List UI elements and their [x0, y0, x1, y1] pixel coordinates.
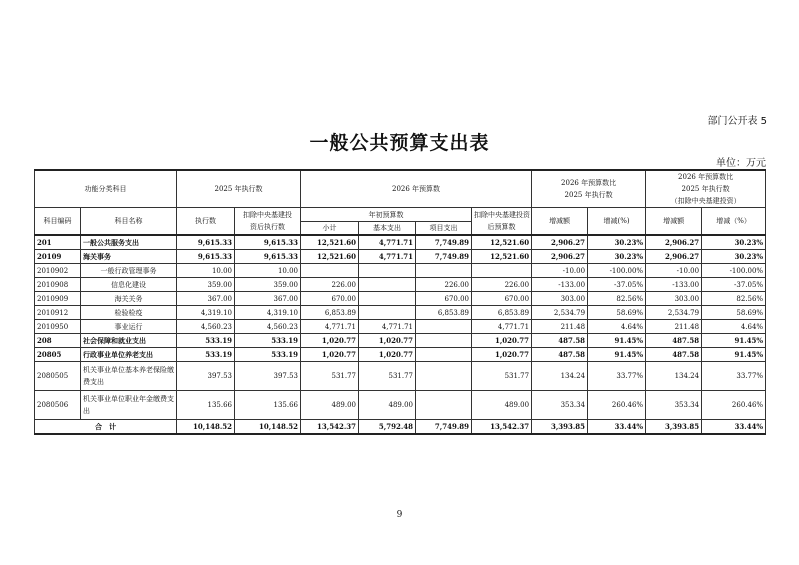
table-row	[35, 362, 766, 391]
cell-exec-ex: 359.00	[235, 278, 301, 292]
cell-exec: 4,319.10	[177, 306, 235, 320]
cell-change-b: 487.58	[646, 334, 702, 348]
cell-subtotal: 1,020.77	[301, 348, 359, 362]
cell-exec: 397.53	[177, 362, 235, 391]
cell-budget-ex: 670.00	[472, 292, 532, 306]
cell-change-a: 2,534.79	[532, 306, 588, 320]
cell-exec: 359.00	[177, 278, 235, 292]
cell-subtotal: 6,853.89	[301, 306, 359, 320]
cell-change-b: -133.00	[646, 278, 702, 292]
cell-name: 海关事务	[81, 250, 177, 264]
header-compare-b	[646, 170, 766, 208]
table-row	[35, 334, 766, 348]
header-exec-ex-line1: 扣除中央基建投	[243, 211, 292, 219]
table-row	[35, 292, 766, 306]
cell-budget-ex: 6,853.89	[472, 306, 532, 320]
header-exec-ex	[235, 208, 301, 236]
table-row	[35, 264, 766, 278]
cell-exec-ex: 4,319.10	[235, 306, 301, 320]
header-code: 科目编码	[35, 208, 81, 236]
cell-project	[416, 362, 472, 391]
total-label: 合 计	[35, 420, 177, 435]
cell-name: 行政事业单位养老支出	[81, 348, 177, 362]
header-budget-ex-line2: 后预算数	[487, 223, 516, 231]
header-budget-ex-line1: 扣除中央基建投资	[474, 211, 531, 219]
cell-pct-a: 91.45%	[588, 334, 646, 348]
cell-project	[416, 391, 472, 420]
cell-change-a: 487.58	[532, 348, 588, 362]
cell-project: 670.00	[416, 292, 472, 306]
total-subtotal: 13,542.37	[301, 420, 359, 435]
cell-code: 2010908	[35, 278, 81, 292]
cell-budget-ex	[472, 264, 532, 278]
total-pct-b: 33.44%	[702, 420, 766, 435]
cell-pct-a: 4.64%	[588, 320, 646, 334]
cell-name: 一般行政管理事务	[81, 264, 177, 278]
page-title: 一般公共预算支出表	[309, 132, 490, 154]
cell-project: 6,853.89	[416, 306, 472, 320]
cell-budget-ex: 4,771.71	[472, 320, 532, 334]
cell-basic: 489.00	[359, 391, 416, 420]
cell-code: 208	[35, 334, 81, 348]
header-compare-b-line1: 2026 年预算数比	[678, 173, 734, 181]
cell-subtotal: 12,521.60	[301, 250, 359, 264]
cell-subtotal: 489.00	[301, 391, 359, 420]
cell-project	[416, 264, 472, 278]
cell-budget-ex: 531.77	[472, 362, 532, 391]
cell-code: 2010909	[35, 292, 81, 306]
table-row	[35, 391, 766, 420]
header-compare-a	[532, 170, 646, 208]
total-exec-ex: 10,148.52	[235, 420, 301, 435]
unit-label: 单位：万元	[716, 158, 766, 169]
total-budget-ex: 13,542.37	[472, 420, 532, 435]
cell-pct-a: 58.69%	[588, 306, 646, 320]
cell-exec: 10.00	[177, 264, 235, 278]
cell-pct-a: 260.46%	[588, 391, 646, 420]
cell-exec: 4,560.23	[177, 320, 235, 334]
cell-change-a: 2,906.27	[532, 235, 588, 250]
cell-subtotal: 531.77	[301, 362, 359, 391]
total-project: 7,749.89	[416, 420, 472, 435]
cell-pct-b: 30.23%	[702, 235, 766, 250]
cell-pct-b: 30.23%	[702, 250, 766, 264]
cell-subtotal: 12,521.60	[301, 235, 359, 250]
cell-basic	[359, 292, 416, 306]
total-basic: 5,792.48	[359, 420, 416, 435]
cell-pct-b: 4.64%	[702, 320, 766, 334]
cell-basic: 531.77	[359, 362, 416, 391]
header-func-class: 功能分类科目	[35, 170, 177, 208]
cell-subtotal: 4,771.71	[301, 320, 359, 334]
cell-change-a: 134.24	[532, 362, 588, 391]
cell-project	[416, 320, 472, 334]
cell-exec: 9,615.33	[177, 235, 235, 250]
table-row	[35, 306, 766, 320]
header-name: 科目名称	[81, 208, 177, 236]
cell-pct-a: -100.00%	[588, 264, 646, 278]
cell-exec-ex: 10.00	[235, 264, 301, 278]
total-change-b: 3,393.85	[646, 420, 702, 435]
cell-change-a: 353.34	[532, 391, 588, 420]
cell-exec: 533.19	[177, 334, 235, 348]
cell-project: 7,749.89	[416, 235, 472, 250]
table-row	[35, 348, 766, 362]
total-exec: 10,148.52	[177, 420, 235, 435]
cell-budget-ex: 489.00	[472, 391, 532, 420]
header-exec: 执行数	[177, 208, 235, 236]
cell-subtotal: 1,020.77	[301, 334, 359, 348]
cell-pct-a: 91.45%	[588, 348, 646, 362]
total-row	[35, 420, 766, 435]
cell-pct-b: 91.45%	[702, 348, 766, 362]
cell-name: 一般公共服务支出	[81, 235, 177, 250]
cell-change-a: 303.00	[532, 292, 588, 306]
cell-change-a: -133.00	[532, 278, 588, 292]
cell-project	[416, 334, 472, 348]
page-number: 9	[396, 510, 403, 520]
cell-name: 社会保障和就业支出	[81, 334, 177, 348]
cell-basic	[359, 278, 416, 292]
cell-exec: 367.00	[177, 292, 235, 306]
cell-basic: 4,771.71	[359, 320, 416, 334]
cell-exec-ex: 533.19	[235, 348, 301, 362]
cell-name: 海关关务	[81, 292, 177, 306]
cell-name: 机关事业单位职业年金缴费支出	[81, 391, 177, 420]
cell-basic: 1,020.77	[359, 348, 416, 362]
cell-basic	[359, 306, 416, 320]
cell-exec: 533.19	[177, 348, 235, 362]
cell-exec-ex: 9,615.33	[235, 250, 301, 264]
cell-name: 机关事业单位基本养老保险缴费支出	[81, 362, 177, 391]
cell-name: 信息化建设	[81, 278, 177, 292]
cell-pct-b: -100.00%	[702, 264, 766, 278]
cell-budget-ex: 12,521.60	[472, 235, 532, 250]
total-change-a: 3,393.85	[532, 420, 588, 435]
header-row-2	[35, 208, 766, 222]
header-subtotal: 小计	[301, 222, 359, 236]
cell-project: 226.00	[416, 278, 472, 292]
header-exec-ex-line2: 资后执行数	[250, 223, 285, 231]
cell-pct-b: 91.45%	[702, 334, 766, 348]
cell-change-b: -10.00	[646, 264, 702, 278]
cell-code: 2080506	[35, 391, 81, 420]
cell-code: 2080505	[35, 362, 81, 391]
cell-pct-b: 58.69%	[702, 306, 766, 320]
header-pct-a: 增减(%)	[588, 208, 646, 236]
table-row	[35, 278, 766, 292]
cell-basic: 4,771.71	[359, 250, 416, 264]
cell-pct-b: 82.56%	[702, 292, 766, 306]
cell-budget-ex: 1,020.77	[472, 334, 532, 348]
header-exec-2025: 2025 年执行数	[177, 170, 301, 208]
cell-subtotal: 226.00	[301, 278, 359, 292]
cell-change-b: 211.48	[646, 320, 702, 334]
cell-pct-a: 82.56%	[588, 292, 646, 306]
cell-subtotal: 670.00	[301, 292, 359, 306]
cell-code: 2010950	[35, 320, 81, 334]
header-row-1	[35, 170, 766, 208]
cell-change-b: 487.58	[646, 348, 702, 362]
cell-budget-ex: 226.00	[472, 278, 532, 292]
cell-exec-ex: 135.66	[235, 391, 301, 420]
cell-code: 20805	[35, 348, 81, 362]
doc-tag: 部门公开表 5	[707, 116, 767, 127]
cell-pct-a: 33.77%	[588, 362, 646, 391]
cell-project	[416, 348, 472, 362]
table-row	[35, 250, 766, 264]
cell-budget-ex: 1,020.77	[472, 348, 532, 362]
cell-exec-ex: 397.53	[235, 362, 301, 391]
cell-project: 7,749.89	[416, 250, 472, 264]
header-budget-ex	[472, 208, 532, 236]
cell-pct-a: -37.05%	[588, 278, 646, 292]
cell-exec-ex: 9,615.33	[235, 235, 301, 250]
cell-change-a: -10.00	[532, 264, 588, 278]
cell-exec: 135.66	[177, 391, 235, 420]
cell-budget-ex: 12,521.60	[472, 250, 532, 264]
header-compare-b-line3: （扣除中央基建投资）	[670, 197, 741, 205]
cell-exec: 9,615.33	[177, 250, 235, 264]
header-compare-a-line2: 2025 年执行数	[564, 191, 613, 199]
cell-change-b: 2,906.27	[646, 250, 702, 264]
cell-change-a: 2,906.27	[532, 250, 588, 264]
header-budget-2026: 2026 年预算数	[301, 170, 532, 208]
total-pct-a: 33.44%	[588, 420, 646, 435]
header-compare-b-line2: 2025 年执行数	[681, 185, 730, 193]
cell-basic	[359, 264, 416, 278]
cell-code: 2010912	[35, 306, 81, 320]
cell-exec-ex: 367.00	[235, 292, 301, 306]
cell-pct-b: 260.46%	[702, 391, 766, 420]
cell-change-b: 2,906.27	[646, 235, 702, 250]
table-row	[35, 235, 766, 250]
cell-basic: 4,771.71	[359, 235, 416, 250]
cell-code: 201	[35, 235, 81, 250]
cell-pct-a: 30.23%	[588, 235, 646, 250]
cell-basic: 1,020.77	[359, 334, 416, 348]
cell-change-b: 134.24	[646, 362, 702, 391]
header-compare-a-line1: 2026 年预算数比	[561, 179, 617, 187]
header-pct-b: 增减（%）	[702, 208, 766, 236]
table-row	[35, 320, 766, 334]
header-annual-budget: 年初预算数	[301, 208, 472, 222]
cell-change-b: 353.34	[646, 391, 702, 420]
cell-exec-ex: 4,560.23	[235, 320, 301, 334]
cell-code: 2010902	[35, 264, 81, 278]
cell-change-b: 303.00	[646, 292, 702, 306]
cell-exec-ex: 533.19	[235, 334, 301, 348]
cell-pct-a: 30.23%	[588, 250, 646, 264]
header-basic: 基本支出	[359, 222, 416, 236]
cell-change-a: 211.48	[532, 320, 588, 334]
header-change-b: 增减额	[646, 208, 702, 236]
cell-pct-b: -37.05%	[702, 278, 766, 292]
header-project: 项目支出	[416, 222, 472, 236]
cell-change-b: 2,534.79	[646, 306, 702, 320]
cell-name: 检验检疫	[81, 306, 177, 320]
cell-subtotal	[301, 264, 359, 278]
cell-pct-b: 33.77%	[702, 362, 766, 391]
cell-change-a: 487.58	[532, 334, 588, 348]
cell-name: 事业运行	[81, 320, 177, 334]
cell-code: 20109	[35, 250, 81, 264]
budget-table	[34, 169, 766, 435]
header-change-a: 增减额	[532, 208, 588, 236]
